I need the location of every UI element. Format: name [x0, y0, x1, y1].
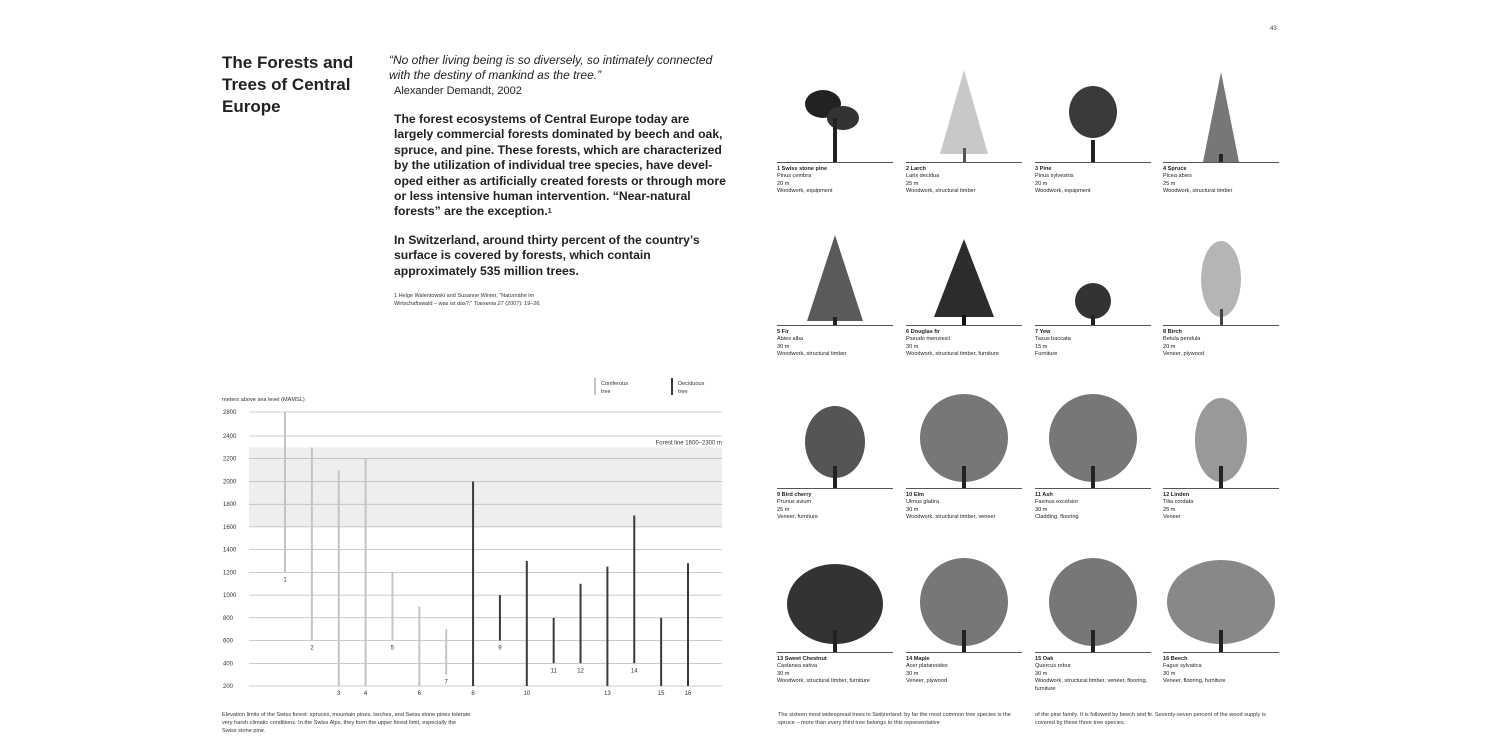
y-tick-label: 1800 — [223, 502, 237, 509]
intro-paragraph — [394, 112, 726, 220]
intro-paragraph-text: The forest ecosystems of Central Europe today are largely commercial forests dominated by beech and oak, spruce, and pine. These forests, which are characterized by the utilization of individual tree species, have developed either as artificially created forests or through more or less intensive human intervention. “Near-natural forests” are the exception. — [394, 112, 726, 219]
tree-baseline — [1163, 488, 1279, 489]
tree-illustration — [777, 221, 893, 325]
tree-caption — [1163, 656, 1279, 686]
tree-caption — [1035, 329, 1151, 359]
tree-caption — [906, 656, 1022, 686]
tree-use: Woodwork, structural timber, veneer, flooring, furniture — [1035, 678, 1148, 692]
forest-coverage-paragraph: In Switzerland, around thirty percent of the country’s surface is covered by forests, which contain approximately 535 million trees. — [394, 233, 700, 278]
tree-illustration — [1035, 548, 1151, 652]
tree-illustration — [1163, 384, 1279, 488]
bar-label: 8 — [471, 691, 475, 697]
tree-illustration — [906, 548, 1022, 652]
tree-name: 5 Fir — [777, 329, 789, 335]
y-tick-label: 800 — [223, 615, 234, 622]
tree-illustration — [777, 58, 893, 162]
tree-card — [1035, 548, 1151, 693]
tree-baseline — [906, 325, 1022, 326]
tree-baseline — [1035, 325, 1151, 326]
tree-illustration — [1163, 221, 1279, 325]
tree-name: 6 Douglas fir — [906, 329, 940, 335]
tree-baseline — [777, 162, 893, 163]
bar-label: 12 — [577, 668, 584, 675]
tree-baseline — [906, 652, 1022, 653]
tree-height: 25 m — [1163, 506, 1176, 513]
tree-caption — [777, 492, 893, 522]
page-title: The Forests and Trees of Central Europe — [222, 53, 354, 116]
tree-illustration — [906, 221, 1022, 325]
tree-latin-name: Picea abies — [1163, 173, 1192, 180]
tree-card — [906, 384, 1022, 522]
y-tick-label: 2400 — [223, 434, 237, 440]
tree-caption — [777, 166, 893, 196]
tree-height: 25 m — [777, 506, 790, 513]
tree-use: Veneer, furniture — [777, 514, 819, 521]
y-tick-label: 2800 — [223, 410, 237, 416]
tree-card — [777, 58, 893, 196]
tree-latin-name: Quercus robur — [1035, 663, 1071, 670]
tree-name: 1 Swiss stone pine — [777, 166, 828, 172]
y-tick-label: 400 — [223, 661, 234, 668]
tree-baseline — [777, 652, 893, 653]
tree-height: 15 m — [1035, 343, 1048, 350]
bar-label: 14 — [630, 668, 638, 675]
tree-illustration — [777, 384, 893, 488]
chart-caption: Elevation limits of the Swiss forest: spruces, mountain pines, larches, and Swiss stone pines tolerate very harsh climatic conditions. In the Swiss Alps, they form the upper forest limit, especially the Swiss stone pine. — [222, 712, 471, 734]
tree-card — [906, 548, 1022, 686]
bar-label: 5 — [390, 645, 395, 652]
tree-name: 14 Maple — [906, 656, 930, 662]
bar-label: 11 — [550, 668, 557, 675]
tree-baseline — [906, 162, 1022, 163]
tree-card — [1035, 58, 1151, 196]
tree-baseline — [1163, 325, 1279, 326]
tree-use: Woodwork, structural timber — [1163, 188, 1233, 195]
quote: “No other living being is so diversely, so intimately connected with the destiny of mankind as the tree.” — [389, 53, 713, 82]
quote-author: Alexander Demandt, 2002 — [394, 85, 522, 97]
tree-height: 30 m — [777, 670, 790, 677]
tree-caption — [1035, 166, 1151, 196]
tree-baseline — [1163, 652, 1279, 653]
tree-latin-name: Prunus avium — [777, 499, 812, 506]
tree-height: 30 m — [906, 670, 919, 677]
bar-label: 16 — [684, 691, 692, 697]
legend-label: Coniferous — [601, 381, 629, 387]
tree-card — [777, 384, 893, 522]
bar-label: 7 — [444, 679, 448, 686]
tree-use: Furniture — [1035, 351, 1058, 358]
footnote — [394, 293, 564, 308]
bar-label: 3 — [337, 691, 341, 697]
tree-height: 30 m — [906, 506, 919, 513]
tree-latin-name: Faxinus excelsior — [1035, 499, 1079, 506]
tree-height: 30 m — [906, 343, 919, 350]
tree-name: 10 Elm — [906, 492, 925, 498]
tree-illustration — [1035, 58, 1151, 162]
trees-caption-right: of the pine family. It is followed by beech and fir. Seventy-seven percent of the wood supply is covered by these three tree species. — [1035, 712, 1266, 726]
tree-use: Woodwork, structural timber, veneer — [906, 514, 996, 521]
y-tick-label: 1600 — [223, 524, 237, 531]
y-axis-label: meters above sea level (MAMSL) — [222, 397, 305, 403]
y-tick-label: 1200 — [223, 570, 237, 577]
footnote-rest: (2007): 19–26. — [505, 300, 541, 307]
tree-baseline — [1035, 162, 1151, 163]
footnote-journal: Tuexenia 27 — [473, 300, 504, 307]
tree-card — [1163, 548, 1279, 686]
tree-use: Woodwork, structural timber, furniture — [777, 678, 870, 685]
tree-baseline — [777, 325, 893, 326]
tree-illustration — [1035, 384, 1151, 488]
tree-card — [1163, 221, 1279, 359]
tree-illustration — [906, 384, 1022, 488]
tree-name: 4 Spruce — [1163, 166, 1187, 172]
tree-name: 12 Linden — [1163, 492, 1190, 498]
tree-caption — [1163, 166, 1279, 196]
tree-latin-name: Pseudo menziesii — [906, 336, 950, 343]
tree-latin-name: Betula pendula — [1163, 336, 1201, 343]
tree-use: Woodwork, structural timber, furniture — [906, 351, 999, 358]
tree-name: 15 Oak — [1035, 656, 1054, 662]
tree-caption — [777, 656, 893, 686]
tree-latin-name: Pinus sylvestris — [1035, 173, 1074, 180]
bar-label: 13 — [604, 691, 611, 697]
tree-name: 7 Yew — [1035, 329, 1051, 335]
tree-illustration — [1035, 221, 1151, 325]
y-tick-label: 2000 — [223, 479, 237, 486]
tree-use: Veneer, plywood — [906, 678, 948, 685]
tree-card — [777, 221, 893, 359]
elevation-chart — [0, 360, 740, 705]
y-tick-label: 1400 — [223, 547, 237, 554]
tree-baseline — [777, 488, 893, 489]
tree-height: 20 m — [777, 180, 790, 187]
tree-caption — [906, 492, 1022, 522]
tree-latin-name: Pinus cembra — [777, 173, 812, 180]
bar-label: 6 — [417, 691, 422, 697]
tree-caption — [906, 166, 1022, 196]
tree-caption — [1035, 656, 1151, 693]
tree-name: 16 Beech — [1163, 656, 1188, 662]
tree-caption — [1163, 492, 1279, 522]
y-tick-label: 2200 — [223, 456, 237, 463]
tree-latin-name: Castanea sativa — [777, 663, 818, 670]
tree-illustration — [1163, 548, 1279, 652]
forest-line-label: Forest line 1600–2300 m — [655, 440, 722, 447]
tree-card — [1035, 221, 1151, 359]
tree-use: Veneer, flooring, furniture — [1163, 678, 1226, 685]
tree-latin-name: Acer platanoides — [906, 663, 948, 670]
legend-label: tree — [601, 389, 611, 395]
bar-label: 2 — [310, 645, 314, 652]
tree-baseline — [906, 488, 1022, 489]
tree-card — [906, 221, 1022, 359]
tree-height: 25 m — [906, 180, 919, 187]
tree-use: Veneer, plywood — [1163, 351, 1205, 358]
footnote-text: 1 Helge Walentowski and Susanne Winter, “Naturnähe im Wirtschaftswald – was ist das?,” — [394, 293, 535, 307]
tree-card — [906, 58, 1022, 196]
tree-card — [1163, 58, 1279, 196]
bar-label: 10 — [523, 691, 531, 697]
tree-caption — [1163, 329, 1279, 359]
tree-latin-name: Abies alba — [777, 336, 804, 343]
y-tick-label: 600 — [223, 638, 234, 645]
tree-use: Woodwork, structural timber — [906, 188, 976, 195]
tree-caption — [777, 329, 893, 359]
y-tick-label: 1000 — [223, 593, 237, 600]
tree-caption — [1035, 492, 1151, 522]
tree-height: 30 m — [777, 343, 790, 350]
tree-latin-name: Fagus sylvatica — [1163, 663, 1202, 670]
tree-baseline — [1035, 652, 1151, 653]
tree-name: 2 Larch — [906, 166, 926, 172]
bar-label: 1 — [283, 577, 287, 584]
tree-latin-name: Ulmus glabra — [906, 499, 939, 506]
tree-use: Veneer — [1163, 514, 1181, 521]
tree-card — [777, 548, 893, 686]
tree-height: 30 m — [1035, 506, 1048, 513]
tree-card — [1035, 384, 1151, 522]
tree-use: Woodwork, structural timber — [777, 351, 847, 358]
tree-name: 8 Birch — [1163, 329, 1182, 335]
legend-label: tree — [678, 389, 688, 395]
page-number: 43 — [1270, 26, 1277, 32]
tree-use: Woodwork, equipment — [777, 188, 833, 195]
tree-illustration — [777, 548, 893, 652]
tree-card — [1163, 384, 1279, 522]
tree-latin-name: Taxus baccata — [1035, 336, 1071, 343]
tree-caption — [906, 329, 1022, 359]
tree-height: 20 m — [1035, 180, 1048, 187]
tree-name: 3 Pine — [1035, 166, 1052, 172]
tree-latin-name: Larix decidua — [906, 173, 940, 180]
tree-illustration — [1163, 58, 1279, 162]
tree-height: 30 m — [1035, 670, 1048, 677]
tree-name: 11 Ash — [1035, 492, 1053, 498]
tree-name: 13 Sweet Chestnut — [777, 656, 827, 662]
tree-baseline — [1035, 488, 1151, 489]
tree-height: 30 m — [1163, 670, 1176, 677]
bar-label: 15 — [657, 691, 665, 697]
tree-use: Cladding, flooring — [1035, 514, 1079, 521]
tree-height: 25 m — [1163, 180, 1176, 187]
y-tick-label: 200 — [223, 684, 234, 690]
tree-latin-name: Tilia cordata — [1163, 499, 1194, 506]
tree-illustration — [906, 58, 1022, 162]
legend-label: Deciduous — [678, 381, 705, 387]
trees-caption-left: The sixteen most widespread trees in Switzerland: by far the most common tree species is the spruce – more than every third tree belongs to this representative — [778, 712, 1011, 726]
footnote-marker: 1 — [547, 208, 552, 216]
bar-label: 9 — [498, 645, 502, 652]
tree-height: 20 m — [1163, 343, 1176, 350]
tree-use: Woodwork, equipment — [1035, 188, 1091, 195]
tree-name: 9 Bird cherry — [777, 492, 812, 498]
bar-label: 4 — [363, 691, 368, 697]
tree-baseline — [1163, 162, 1279, 163]
forest-line-band — [249, 447, 722, 527]
